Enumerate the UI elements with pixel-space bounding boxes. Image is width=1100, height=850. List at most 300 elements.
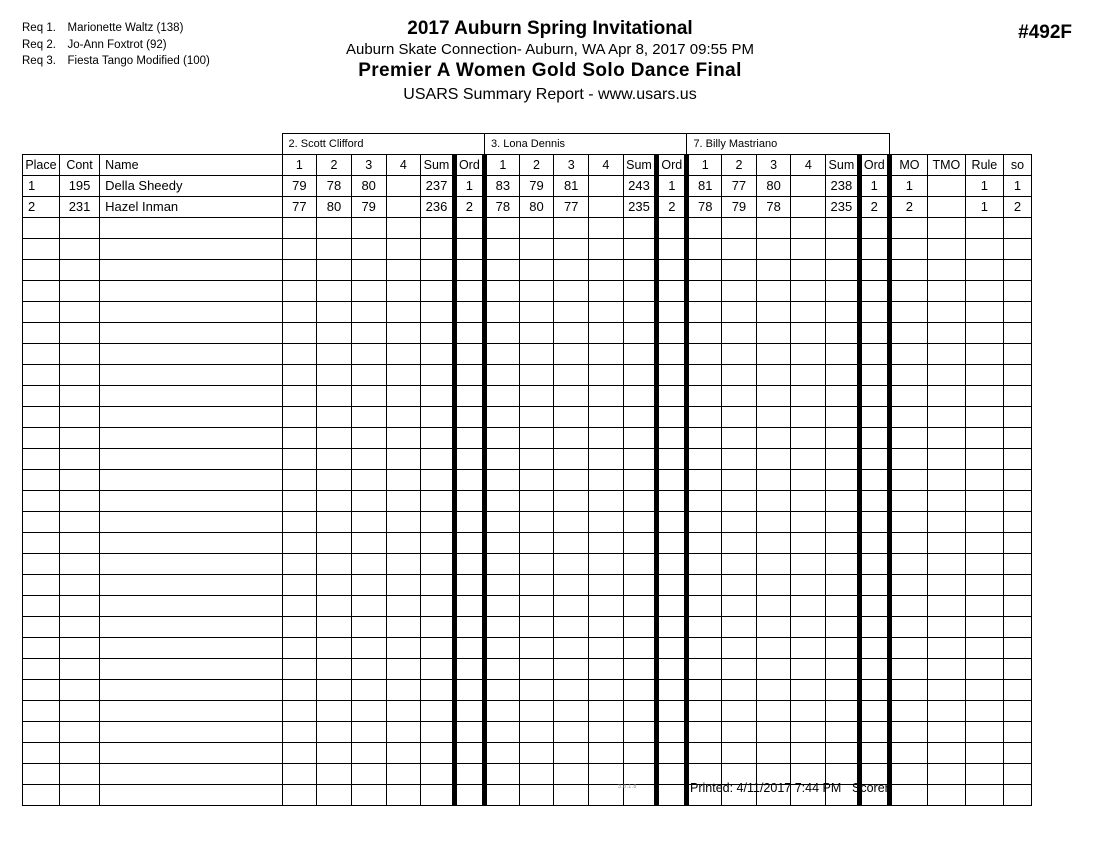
- cell-empty: [859, 260, 889, 281]
- cell-empty: [454, 722, 484, 743]
- cell-empty: [1003, 575, 1031, 596]
- cell-empty: [386, 449, 421, 470]
- cell-empty: [623, 764, 657, 785]
- cell-empty: [351, 575, 386, 596]
- cell-empty: [317, 491, 352, 512]
- cell-empty: [756, 365, 791, 386]
- cell-empty: [826, 218, 860, 239]
- cell-j1-sum: 236: [421, 197, 455, 218]
- cell-empty: [1003, 407, 1031, 428]
- cell-empty: [623, 218, 657, 239]
- cell-empty: [791, 680, 826, 701]
- cell-empty: [282, 764, 317, 785]
- cell-empty: [756, 386, 791, 407]
- cell-empty: [282, 302, 317, 323]
- cell-empty: [722, 323, 757, 344]
- cell-empty: [59, 512, 99, 533]
- requirement-number: 3.: [46, 55, 56, 67]
- cell-empty: [756, 407, 791, 428]
- cell-empty: [485, 701, 520, 722]
- cell-empty: [454, 386, 484, 407]
- cell-empty: [791, 743, 826, 764]
- cell-empty: [589, 722, 624, 743]
- cell-empty: [589, 260, 624, 281]
- col-header-cont: Cont: [59, 155, 99, 176]
- cell-empty: [519, 260, 554, 281]
- cell-empty: [454, 302, 484, 323]
- cell-empty: [791, 575, 826, 596]
- cell-empty: [59, 722, 99, 743]
- cell-empty: [826, 659, 860, 680]
- cell-empty: [317, 449, 352, 470]
- cell-empty: [282, 512, 317, 533]
- cell-empty: [59, 701, 99, 722]
- cell-empty: [454, 260, 484, 281]
- cell-empty: [859, 470, 889, 491]
- cell-empty: [59, 260, 99, 281]
- cell-empty: [386, 323, 421, 344]
- cell-empty: [791, 554, 826, 575]
- cell-empty: [791, 617, 826, 638]
- cell-empty: [927, 701, 965, 722]
- cell-empty: [859, 743, 889, 764]
- cell-empty: [485, 470, 520, 491]
- cell-empty: [485, 386, 520, 407]
- cell-empty: [23, 533, 60, 554]
- cell-empty: [282, 239, 317, 260]
- cell-empty: [1003, 743, 1031, 764]
- cell-empty: [317, 428, 352, 449]
- cell-empty: [756, 323, 791, 344]
- cell-empty: [23, 596, 60, 617]
- cell-empty: [23, 449, 60, 470]
- cell-empty: [965, 617, 1003, 638]
- cell-empty: [421, 680, 455, 701]
- cell-empty: [23, 491, 60, 512]
- cell-empty: [927, 218, 965, 239]
- cell-j3-sum: 238: [826, 176, 860, 197]
- cell-empty: [826, 407, 860, 428]
- cell-empty: [519, 344, 554, 365]
- cell-empty: [859, 386, 889, 407]
- table-row-empty: [23, 365, 1032, 386]
- cell-empty: [722, 344, 757, 365]
- table-row-empty: [23, 260, 1032, 281]
- cell-empty: [554, 386, 589, 407]
- cell-empty: [965, 701, 1003, 722]
- cell-empty: [317, 533, 352, 554]
- cell-empty: [485, 491, 520, 512]
- cell-empty: [421, 218, 455, 239]
- cell-empty: [554, 575, 589, 596]
- cell-empty: [756, 638, 791, 659]
- cell-empty: [791, 323, 826, 344]
- cell-empty: [282, 218, 317, 239]
- cell-empty: [554, 365, 589, 386]
- cell-empty: [519, 491, 554, 512]
- col-header-j1-ord: Ord: [454, 155, 484, 176]
- table-row-empty: [23, 344, 1032, 365]
- cell-empty: [722, 554, 757, 575]
- cell-empty: [889, 491, 927, 512]
- cell-empty: [421, 764, 455, 785]
- cell-empty: [421, 743, 455, 764]
- cell-skater-name: Della Sheedy: [100, 176, 282, 197]
- cell-empty: [965, 680, 1003, 701]
- cell-empty: [791, 470, 826, 491]
- cell-empty: [59, 281, 99, 302]
- col-header-j1-3: 3: [351, 155, 386, 176]
- cell-empty: [826, 386, 860, 407]
- cell-j2-d3: 77: [554, 197, 589, 218]
- cell-empty: [756, 701, 791, 722]
- cell-empty: [454, 575, 484, 596]
- col-header-j1-1: 1: [282, 155, 317, 176]
- cell-empty: [623, 344, 657, 365]
- cell-empty: [589, 638, 624, 659]
- cell-empty: [421, 239, 455, 260]
- venue-datetime: Auburn Skate Connection- Auburn, WA Apr 8, 2017 09:55 PM: [345, 41, 755, 58]
- cell-empty: [687, 365, 722, 386]
- cell-empty: [23, 617, 60, 638]
- cell-tmo: [927, 197, 965, 218]
- cell-empty: [623, 428, 657, 449]
- cell-empty: [687, 239, 722, 260]
- cell-empty: [282, 575, 317, 596]
- cell-empty: [756, 281, 791, 302]
- cell-empty: [23, 302, 60, 323]
- cell-empty: [519, 281, 554, 302]
- cell-empty: [519, 302, 554, 323]
- cell-empty: [623, 365, 657, 386]
- cell-empty: [927, 260, 965, 281]
- cell-empty: [351, 722, 386, 743]
- cell-empty: [351, 428, 386, 449]
- cell-empty: [351, 323, 386, 344]
- cell-empty: [589, 344, 624, 365]
- cell-empty: [927, 512, 965, 533]
- cell-empty: [100, 407, 282, 428]
- cell-empty: [889, 428, 927, 449]
- cell-empty: [23, 470, 60, 491]
- requirement-label: Req: [22, 22, 44, 34]
- cell-empty: [623, 491, 657, 512]
- cell-empty: [421, 386, 455, 407]
- cell-empty: [100, 449, 282, 470]
- cell-empty: [454, 554, 484, 575]
- cell-empty: [657, 617, 687, 638]
- cell-empty: [657, 407, 687, 428]
- cell-j2-ord: 2: [657, 197, 687, 218]
- table-row-empty: [23, 596, 1032, 617]
- cell-empty: [317, 680, 352, 701]
- cell-empty: [386, 764, 421, 785]
- cell-empty: [282, 722, 317, 743]
- cell-empty: [791, 365, 826, 386]
- cell-empty: [756, 512, 791, 533]
- cell-empty: [1003, 470, 1031, 491]
- cell-j1-d4: [386, 197, 421, 218]
- cell-empty: [657, 365, 687, 386]
- cell-empty: [722, 386, 757, 407]
- cell-empty: [859, 323, 889, 344]
- cell-empty: [23, 743, 60, 764]
- cell-empty: [859, 218, 889, 239]
- cell-j3-d4: [791, 176, 826, 197]
- cell-empty: [282, 323, 317, 344]
- cell-empty: [657, 743, 687, 764]
- cell-empty: [1003, 344, 1031, 365]
- cell-empty: [100, 302, 282, 323]
- cell-empty: [722, 260, 757, 281]
- cell-empty: [421, 323, 455, 344]
- col-header-j2-3: 3: [554, 155, 589, 176]
- cell-empty: [317, 470, 352, 491]
- cell-empty: [756, 239, 791, 260]
- cell-empty: [687, 575, 722, 596]
- cell-empty: [554, 617, 589, 638]
- cell-empty: [927, 638, 965, 659]
- cell-empty: [59, 218, 99, 239]
- cell-empty: [282, 533, 317, 554]
- cell-empty: [100, 512, 282, 533]
- cell-empty: [485, 596, 520, 617]
- cell-empty: [687, 617, 722, 638]
- cell-j2-ord: 1: [657, 176, 687, 197]
- col-header-tmo: TMO: [927, 155, 965, 176]
- cell-empty: [386, 365, 421, 386]
- cell-empty: [519, 470, 554, 491]
- table-row-empty: [23, 659, 1032, 680]
- cell-empty: [589, 512, 624, 533]
- cell-empty: [722, 470, 757, 491]
- cell-empty: [927, 743, 965, 764]
- cell-empty: [485, 512, 520, 533]
- table-row-empty: [23, 323, 1032, 344]
- cell-place: 2: [23, 197, 60, 218]
- cell-empty: [791, 386, 826, 407]
- cell-empty: [454, 407, 484, 428]
- cell-empty: [623, 449, 657, 470]
- cell-empty: [589, 491, 624, 512]
- cell-empty: [282, 491, 317, 512]
- cell-empty: [687, 659, 722, 680]
- judge-band-row: [23, 134, 1032, 155]
- cell-empty: [826, 449, 860, 470]
- cell-empty: [965, 533, 1003, 554]
- cell-empty: [859, 638, 889, 659]
- cell-empty: [421, 701, 455, 722]
- cell-empty: [1003, 722, 1031, 743]
- cell-empty: [1003, 239, 1031, 260]
- cell-empty: [386, 344, 421, 365]
- table-row-empty: [23, 281, 1032, 302]
- cell-j1-d4: [386, 176, 421, 197]
- cell-empty: [687, 218, 722, 239]
- cell-empty: [282, 260, 317, 281]
- cell-empty: [756, 449, 791, 470]
- cell-empty: [351, 554, 386, 575]
- cell-empty: [1003, 596, 1031, 617]
- cell-empty: [351, 617, 386, 638]
- cell-empty: [554, 596, 589, 617]
- cell-empty: [927, 323, 965, 344]
- cell-empty: [519, 617, 554, 638]
- cell-empty: [23, 554, 60, 575]
- cell-empty: [554, 344, 589, 365]
- cell-empty: [282, 428, 317, 449]
- cell-empty: [351, 701, 386, 722]
- cell-empty: [791, 239, 826, 260]
- cell-empty: [687, 533, 722, 554]
- cell-empty: [485, 764, 520, 785]
- cell-empty: [589, 470, 624, 491]
- cell-empty: [59, 617, 99, 638]
- cell-empty: [826, 554, 860, 575]
- col-header-j3-2: 2: [722, 155, 757, 176]
- cell-empty: [927, 281, 965, 302]
- cell-empty: [386, 512, 421, 533]
- cell-empty: [826, 680, 860, 701]
- table-row-empty: [23, 617, 1032, 638]
- cell-contestant-number: 195: [59, 176, 99, 197]
- cell-empty: [282, 365, 317, 386]
- cell-empty: [657, 680, 687, 701]
- cell-empty: [485, 638, 520, 659]
- cell-empty: [859, 533, 889, 554]
- cell-empty: [889, 449, 927, 470]
- cell-j2-d2: 79: [519, 176, 554, 197]
- cell-j3-d2: 77: [722, 176, 757, 197]
- cell-mo: 2: [889, 197, 927, 218]
- cell-empty: [859, 680, 889, 701]
- cell-empty: [23, 659, 60, 680]
- cell-empty: [386, 659, 421, 680]
- cell-empty: [317, 281, 352, 302]
- judge-header-2: 3. Lona Dennis: [485, 134, 687, 155]
- cell-empty: [589, 386, 624, 407]
- cell-empty: [965, 596, 1003, 617]
- cell-empty: [519, 680, 554, 701]
- cell-empty: [965, 743, 1003, 764]
- cell-empty: [826, 701, 860, 722]
- table-row-empty: [23, 722, 1032, 743]
- cell-empty: [554, 638, 589, 659]
- cell-empty: [722, 365, 757, 386]
- cell-empty: [859, 491, 889, 512]
- cell-empty: [386, 638, 421, 659]
- cell-j3-sum: 235: [826, 197, 860, 218]
- cell-empty: [282, 407, 317, 428]
- cell-empty: [282, 617, 317, 638]
- cell-empty: [589, 533, 624, 554]
- cell-empty: [554, 239, 589, 260]
- cell-empty: [317, 743, 352, 764]
- col-header-j1-2: 2: [317, 155, 352, 176]
- cell-empty: [791, 449, 826, 470]
- cell-empty: [1003, 512, 1031, 533]
- table-row-empty: [23, 554, 1032, 575]
- cell-empty: [351, 680, 386, 701]
- cell-empty: [421, 491, 455, 512]
- cell-empty: [859, 617, 889, 638]
- cell-empty: [100, 659, 282, 680]
- cell-empty: [657, 596, 687, 617]
- cell-empty: [519, 512, 554, 533]
- cell-empty: [485, 428, 520, 449]
- cell-empty: [386, 680, 421, 701]
- cell-empty: [554, 722, 589, 743]
- cell-empty: [100, 680, 282, 701]
- cell-empty: [100, 470, 282, 491]
- cell-empty: [386, 302, 421, 323]
- cell-empty: [386, 596, 421, 617]
- cell-empty: [519, 449, 554, 470]
- cell-empty: [100, 491, 282, 512]
- cell-empty: [623, 722, 657, 743]
- cell-j1-d2: 80: [317, 197, 352, 218]
- col-header-j3-3: 3: [756, 155, 791, 176]
- cell-empty: [554, 260, 589, 281]
- judge-header-3: 7. Billy Mastriano: [687, 134, 889, 155]
- cell-empty: [722, 428, 757, 449]
- cell-empty: [282, 659, 317, 680]
- cell-mo: 1: [889, 176, 927, 197]
- cell-empty: [657, 701, 687, 722]
- cell-empty: [100, 218, 282, 239]
- cell-empty: [519, 764, 554, 785]
- cell-empty: [351, 449, 386, 470]
- cell-empty: [889, 575, 927, 596]
- cell-empty: [791, 407, 826, 428]
- col-header-rule: Rule: [965, 155, 1003, 176]
- cell-empty: [657, 575, 687, 596]
- cell-empty: [623, 323, 657, 344]
- table-row-empty: [23, 302, 1032, 323]
- cell-empty: [889, 323, 927, 344]
- cell-empty: [889, 407, 927, 428]
- cell-empty: [965, 659, 1003, 680]
- cell-empty: [282, 344, 317, 365]
- cell-empty: [1003, 554, 1031, 575]
- cell-empty: [927, 491, 965, 512]
- cell-empty: [965, 722, 1003, 743]
- cell-j2-d4: [589, 176, 624, 197]
- cell-empty: [589, 554, 624, 575]
- cell-empty: [1003, 302, 1031, 323]
- cell-empty: [756, 680, 791, 701]
- cell-j3-d3: 78: [756, 197, 791, 218]
- cell-empty: [791, 281, 826, 302]
- cell-empty: [927, 365, 965, 386]
- cell-j3-d4: [791, 197, 826, 218]
- cell-empty: [351, 407, 386, 428]
- cell-empty: [722, 638, 757, 659]
- cell-empty: [519, 638, 554, 659]
- cell-empty: [791, 218, 826, 239]
- cell-empty: [454, 659, 484, 680]
- cell-empty: [826, 365, 860, 386]
- cell-empty: [100, 638, 282, 659]
- cell-empty: [1003, 680, 1031, 701]
- cell-empty: [351, 470, 386, 491]
- cell-empty: [317, 302, 352, 323]
- cell-empty: [859, 239, 889, 260]
- cell-empty: [454, 218, 484, 239]
- cell-empty: [59, 575, 99, 596]
- cell-empty: [687, 323, 722, 344]
- cell-empty: [826, 344, 860, 365]
